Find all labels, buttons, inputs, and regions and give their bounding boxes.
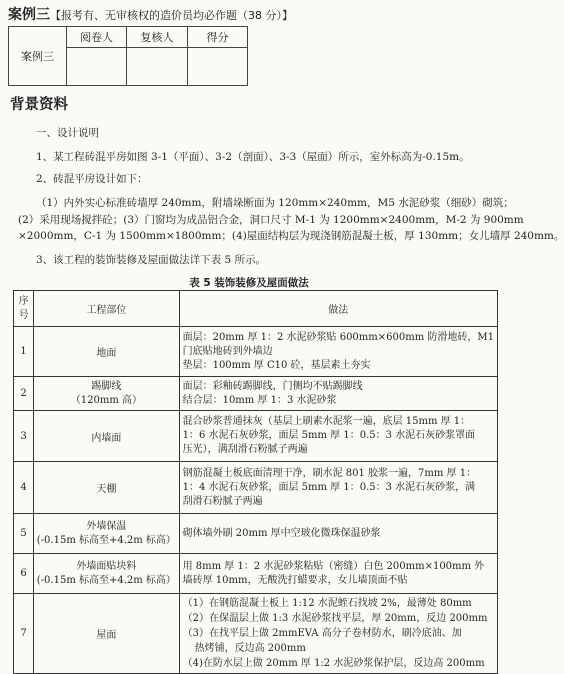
row-method-line: （4)在防水层上做 20mm 厚 1:2 水泥砂浆保护层，反边高 200mm	[182, 658, 485, 669]
score-cell-checker[interactable]	[127, 48, 188, 86]
table-row	[14, 327, 498, 377]
row-method-line: 砌体墙外刷 20mm 厚中空玻化微珠保温砂浆	[182, 527, 381, 539]
paragraph-3-line-1: （1）内外实心标准砖墙厚 240mm，附墙垛断面为 120mm×240mm，M5 水泥砂浆（细砂）砌筑；	[36, 197, 514, 209]
row-part	[34, 377, 179, 411]
score-col-checker: 复核人	[127, 27, 188, 48]
row-method	[179, 411, 497, 462]
table-row	[14, 377, 498, 411]
row-part-line: 踢脚线	[91, 380, 122, 392]
row-seq: 4	[14, 462, 34, 514]
row-method-line: （1）在钢筋混凝土板上 1:12 水泥蛭石找坡 2%，最薄处 80mm	[182, 598, 472, 609]
case-note: 【报考有、无审核权的造价员均必作题（38 分）】	[50, 9, 293, 22]
row-method	[179, 554, 497, 594]
header-seq: 序号	[14, 291, 34, 327]
score-cell-score[interactable]	[188, 48, 248, 86]
paragraph-2: 2、砖混平房设计如下：	[36, 173, 148, 185]
row-part-line: 外墙面贴块料	[76, 560, 137, 572]
score-col-score: 得分	[188, 27, 248, 48]
row-seq: 1	[14, 327, 34, 377]
row-part-line: 内墙面	[91, 432, 122, 444]
table-caption: 表 5 装饰装修及屋面做法	[189, 277, 309, 289]
row-part	[34, 327, 179, 377]
row-method-line: 热烤铺，反边高 200mm	[194, 643, 306, 654]
score-row-label: 案例三	[9, 27, 67, 86]
row-part-line: 天棚	[96, 484, 117, 495]
row-part	[34, 554, 179, 594]
row-seq: 7	[14, 594, 34, 674]
row-method-line: 1：4 水泥石灰砂浆，面层 5mm 厚 1：0.5：3 水泥石灰砂浆，满	[182, 481, 476, 493]
row-seq: 2	[14, 377, 34, 411]
row-method-line: 结合层：10mm 厚 1：3 水泥砂浆	[182, 394, 337, 406]
row-method-line: 面层：20mm 厚 1：2 水泥砂浆贴 600mm×600mm 防滑地砖，M1	[182, 331, 494, 343]
row-method-line: 1：6 水泥石灰砂浆，面层 5mm 厚 1：0.5：3 水泥石灰砂浆罩面	[182, 430, 476, 441]
row-method-line: （3）在找平层上做 2mmEVA 高分子卷材防水，刷冷底油、加	[182, 628, 462, 639]
row-seq: 5	[14, 514, 34, 554]
row-method-line: 用 8mm 厚 1：2 水泥砂浆粘贴（密缝）白色 200mm×100mm 外	[182, 560, 485, 572]
row-seq: 6	[14, 554, 34, 594]
table-row	[14, 594, 498, 674]
row-method-line: （2）在保温层上做 1:3 水泥砂浆找平层，厚 20mm，反边 200mm	[182, 613, 488, 624]
paragraph-3-line-3: ×2000mm，C-1 为 1500mm×1800mm；(4)屋面结构层为现浇钢筋混凝土板，厚 130mm；女儿墙厚 240mm。	[18, 230, 564, 242]
header-part: 工程部位	[34, 291, 179, 327]
row-method-line: 刮滑石粉腻子两遍	[182, 495, 263, 507]
paragraph-3-line-2: (2）采用现场搅拌砼；(3）门窗均为成品铝合金，洞口尺寸 M-1 为 1200mm×2400mm，M-2 为 900mm	[18, 214, 524, 226]
row-part-line: 屋面	[96, 630, 117, 641]
table-row	[14, 411, 498, 462]
score-col-reviewer: 阅卷人	[67, 27, 127, 48]
row-method-line: 压光），满刮滑石粉腻子两遍	[182, 444, 308, 455]
paragraph-1: 1、某工程砖混平房如图 3-1（平面）、3-2（剖面）、3-3（屋面）所示，室外标高为-0.15m。	[36, 151, 470, 163]
row-method	[179, 514, 497, 554]
row-method-line: 垫层：100mm 厚 C10 砼，基层素土夯实	[182, 359, 371, 371]
case-label: 案例三	[8, 7, 50, 23]
row-method-line: 面层：彩釉砖踢脚线，门侧均不贴踢脚线	[182, 380, 363, 392]
row-part-line: (-0.15m 标高至+4.2m 标高）	[36, 574, 176, 586]
row-part-line: (-0.15m 标高至+4.2m 标高）	[36, 534, 176, 546]
row-seq: 3	[14, 411, 34, 462]
header-method: 做法	[179, 291, 497, 327]
score-table	[8, 26, 248, 86]
score-cell-reviewer[interactable]	[67, 48, 127, 86]
row-method	[179, 594, 497, 674]
row-part	[34, 411, 179, 462]
row-method	[179, 462, 497, 514]
background-heading: 背景资料	[10, 97, 68, 113]
table-row	[14, 514, 498, 554]
table-row	[14, 462, 498, 514]
case-title-line	[8, 4, 293, 24]
row-method	[179, 377, 497, 411]
table-row	[14, 554, 498, 594]
row-part	[34, 594, 179, 674]
row-part-line: 地面	[96, 348, 117, 359]
table-5	[13, 290, 498, 674]
section-design-title: 一、设计说明	[36, 127, 99, 139]
row-part	[34, 462, 179, 514]
row-part-line: （120mm 高）	[70, 394, 142, 406]
row-part-line: 外墙保温	[86, 520, 127, 532]
row-method-line: 墙砖厚 10mm，无酸洗打蜡要求，女儿墙顶面不贴	[182, 574, 408, 586]
paragraph-4: 3、该工程的装饰装修及屋面做法详下表 5 所示。	[36, 254, 267, 266]
row-method-line: 钢筋混凝土板底面清理干净，刷水泥 801 胶浆一遍，7mm 厚 1：	[182, 467, 477, 479]
row-method	[179, 327, 497, 377]
row-part	[34, 514, 179, 554]
row-method-line: 门底贴地砖到外墙边	[182, 345, 273, 357]
row-method-line: 混合砂浆普通抹灰（基层上刷素水泥浆一遍，底层 15mm 厚 1：	[182, 416, 471, 427]
